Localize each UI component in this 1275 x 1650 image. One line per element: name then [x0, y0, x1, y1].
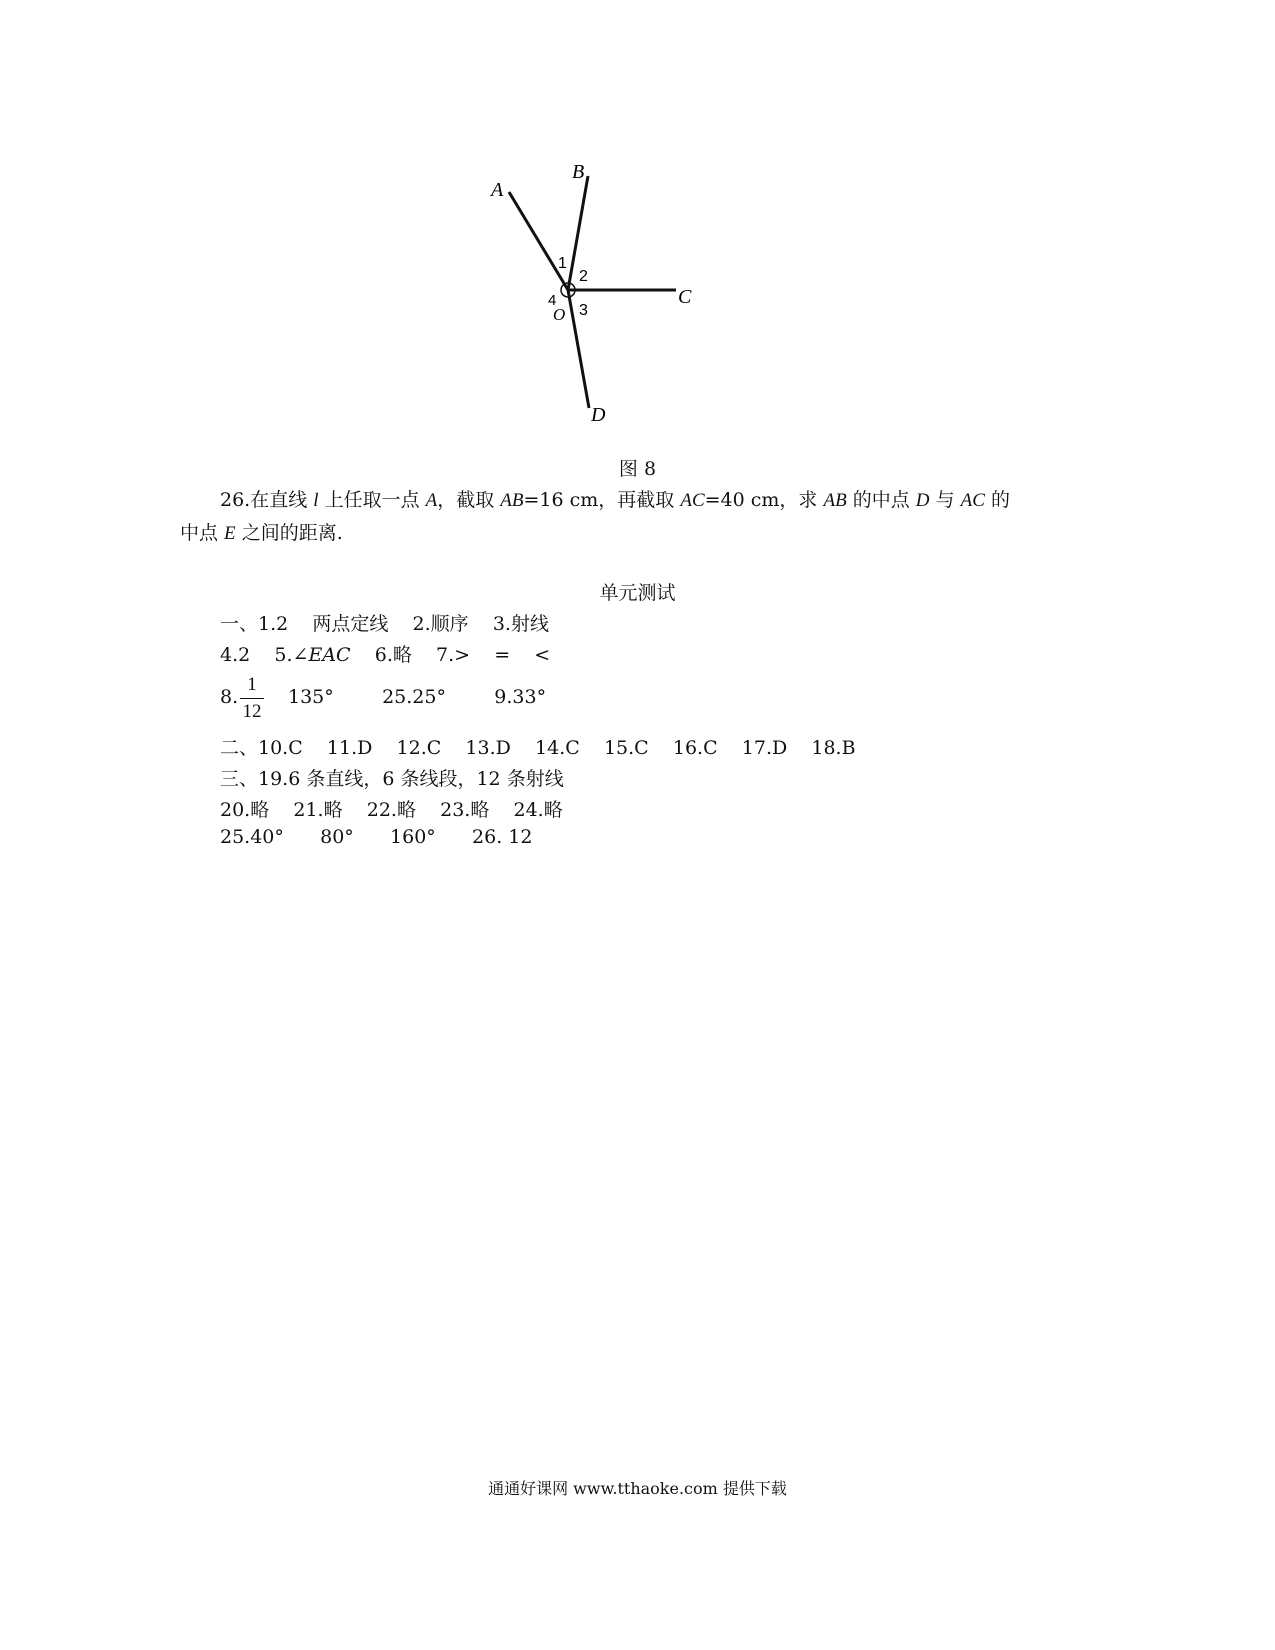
- answer-line-7: 25.40° 80° 160° 26. 12: [220, 826, 533, 848]
- fraction-denominator: 12: [242, 701, 262, 722]
- text: 4.2 5.∠: [220, 644, 309, 666]
- answer-line-4: 二、10.C 11.D 12.C 13.D 14.C 15.C 16.C 17.D 18.B: [220, 737, 856, 759]
- text: 上任取一点: [318, 489, 426, 511]
- geometry-figure: [0, 0, 1275, 440]
- answers-title: 单元测试: [599, 582, 676, 604]
- answer-line-3-rest: 135° 25.25° 9.33°: [288, 686, 547, 708]
- figure-caption: 图 8: [618, 458, 657, 480]
- fraction-numerator: 1: [247, 674, 257, 695]
- variable: l: [313, 490, 319, 511]
- text: 6.略 7.> = <: [350, 644, 551, 666]
- point-label-o: O: [553, 305, 566, 324]
- point-label-d: D: [591, 404, 606, 426]
- ray-oa: [509, 192, 568, 290]
- fraction-bar: [240, 698, 264, 699]
- text: ，截取: [437, 489, 501, 511]
- answer-line-1: 一、1.2 两点定线 2.顺序 3.射线: [220, 613, 549, 635]
- variable: D: [915, 490, 930, 511]
- answer-line-5: 三、19.6 条直线，6 条线段，12 条射线: [220, 768, 564, 790]
- question-26: [180, 484, 1040, 550]
- variable: AC: [680, 490, 705, 511]
- answer-line-6: 20.略 21.略 22.略 23.略 24.略: [220, 799, 563, 821]
- text: =40 cm，求: [704, 489, 824, 511]
- angle-label-1: 1: [558, 255, 567, 272]
- question-26-line-2: [180, 517, 1040, 550]
- question-26-line-1: [180, 484, 1040, 517]
- variable: EAC: [308, 644, 351, 666]
- variable: AB: [500, 490, 524, 511]
- point-label-c: C: [678, 286, 692, 308]
- text: 中点: [180, 522, 225, 544]
- variable: AB: [823, 490, 847, 511]
- variable: A: [425, 490, 438, 511]
- variable: E: [224, 523, 236, 544]
- answer-line-3-prefix: 8.: [220, 686, 239, 708]
- question-number: 26.: [220, 489, 251, 511]
- text: 的中点: [846, 489, 916, 511]
- point-label-a: A: [491, 179, 504, 201]
- fraction: [236, 674, 268, 723]
- angle-label-3: 3: [579, 302, 588, 319]
- answer-line-2: [220, 640, 550, 667]
- text: 在直线: [250, 489, 314, 511]
- text: 与: [929, 489, 961, 511]
- point-label-b: B: [572, 161, 585, 183]
- angle-label-4: 4: [548, 292, 557, 309]
- text: 的: [984, 489, 1010, 511]
- footer: 通通好课网 www.tthaoke.com 提供下载: [488, 1479, 787, 1498]
- text: =16 cm，再截取: [523, 489, 681, 511]
- text: 之间的距离.: [235, 522, 343, 544]
- angle-label-2: 2: [579, 268, 588, 285]
- variable: AC: [960, 490, 985, 511]
